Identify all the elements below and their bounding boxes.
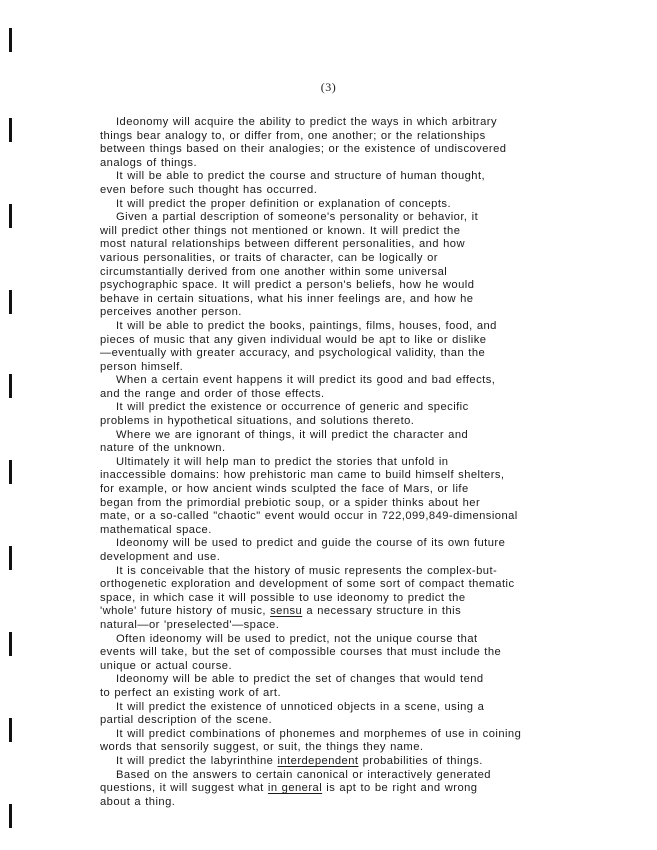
paragraph [100,374,600,401]
paragraph [100,170,600,197]
text-line: It will be able to predict the books, paintings, films, houses, food, and [116,319,497,332]
binder-mark [9,204,12,228]
text-line: It will predict combinations of phonemes and morphemes of use in coining [116,727,522,740]
paragraph [100,456,600,538]
text-line: Given a partial description of someone's personality or behavior, it [116,211,479,224]
text-line: It is conceivable that the history of music represents the complex-but- [116,564,498,577]
paragraph [100,320,600,374]
text-line: circumstantially derived from one another within some universal [100,265,448,278]
underlined-term: in general [267,782,323,795]
text-line: 'whole' future history of music, sensu a necessary structure in this [100,605,462,618]
text-line: analogs of things. [100,156,197,169]
text-line: will predict other things not mentioned or known. It will predict the [100,224,461,237]
text-line: mate, or a so-called "chaotic" event would occur in 722,099,849-dimensional [100,510,518,523]
text-line: orthogenetic exploration and development of some sort of compact thematic [100,578,515,591]
text-line: things bear analogy to, or differ from, one another; or the relationships [100,129,486,142]
text-line: It will predict the existence of unnoticed objects in a scene, using a [116,700,485,713]
text-line: questions, it will suggest what in general is apt to be right and wrong [100,782,478,795]
text-line: began from the primordial prebiotic soup, or a spider thinks about her [100,496,481,509]
binder-mark [9,290,12,314]
binder-mark [9,546,12,570]
text-line: behave in certain situations, what his inner feelings are, and how he [100,292,474,305]
text-line: psychographic space. It will predict a person's beliefs, how he would [100,279,475,292]
binder-mark [9,460,12,484]
text-line: mathematical space. [100,523,212,536]
paragraph [100,429,600,456]
text-line: events will take, but the set of compossible courses that must include the [100,646,502,659]
text-line: It will predict the existence or occurrence of generic and specific [116,401,469,414]
text-line: It will be able to predict the course and structure of human thought, [116,170,486,183]
text-line: When a certain event happens it will predict its good and bad effects, [116,374,496,387]
text-line: Often ideonomy will be used to predict, not the unique course that [116,632,478,645]
text-line: pieces of music that any given individual would be apt to like or dislike [100,333,487,346]
binder-mark [9,28,12,52]
paragraph [100,211,600,320]
binder-mark [9,632,12,656]
paragraph [100,728,600,755]
text-line: Based on the answers to certain canonical or interactively generated [116,768,491,781]
paragraph [100,537,600,564]
text-line: perceives another person. [100,306,242,319]
binder-mark [9,374,12,398]
text-line: person himself. [100,360,184,373]
text-line: development and use. [100,551,221,563]
text-line: partial description of the scene. [100,714,273,727]
text-line: Ideonomy will be able to predict the set of changes that would tend [116,673,484,686]
text-line: words that sensorily suggest, or suit, the things they name. [100,741,424,754]
text-line: inaccessible domains: how prehistoric man came to build himself shelters, [100,469,505,482]
text-line: even before such thought has occurred. [100,183,318,196]
paragraph [100,701,600,728]
text-line: natural—or 'preselected'—space. [100,618,280,631]
text-line: most natural relationships between different personalities, and how [100,238,465,251]
paragraph [100,565,600,633]
text-line: It will predict the proper definition or explanation of concepts. [116,197,452,210]
paragraph [100,755,600,769]
text-line: nature of the unknown. [100,442,226,455]
paragraph [100,769,600,810]
paragraph [100,401,600,428]
paragraph [100,633,600,674]
text-line: for example, or how ancient winds sculpted the face of Mars, or life [100,483,469,496]
binder-mark [9,718,12,742]
underlined-term: sensu [270,605,303,618]
paragraph [100,198,600,212]
paragraph [100,116,600,170]
paragraph [100,673,600,700]
text-line: —eventually with greater accuracy, and psychological validity, than the [100,347,486,360]
text-line: unique or actual course. [100,659,233,672]
binder-mark [9,804,12,828]
document-body [100,116,600,809]
underlined-term: interdependent [277,754,359,767]
text-line: between things based on their analogies; or the existence of undiscovered [100,143,507,156]
text-line: Ideonomy will be used to predict and guide the course of its own future [116,537,506,550]
text-line: It will predict the labyrinthine interdependent probabilities of things. [116,754,483,767]
text-line: problems in hypothetical situations, and solutions thereto. [100,415,415,428]
text-line: Ideonomy will acquire the ability to predict the ways in which arbitrary [116,116,497,128]
text-line: and the range and order of those effects. [100,387,325,400]
text-line: Ultimately it will help man to predict the stories that unfold in [116,455,449,468]
text-line: Where we are ignorant of things, it will predict the character and [116,428,469,441]
text-line: to perfect an existing work of art. [100,686,282,699]
text-line: space, in which case it will possible to use ideonomy to predict the [100,591,466,604]
page-number: (3) [320,80,337,94]
text-line: about a thing. [100,795,176,808]
text-line: various personalities, or traits of character, can be logically or [100,251,438,264]
binder-mark [9,118,12,142]
